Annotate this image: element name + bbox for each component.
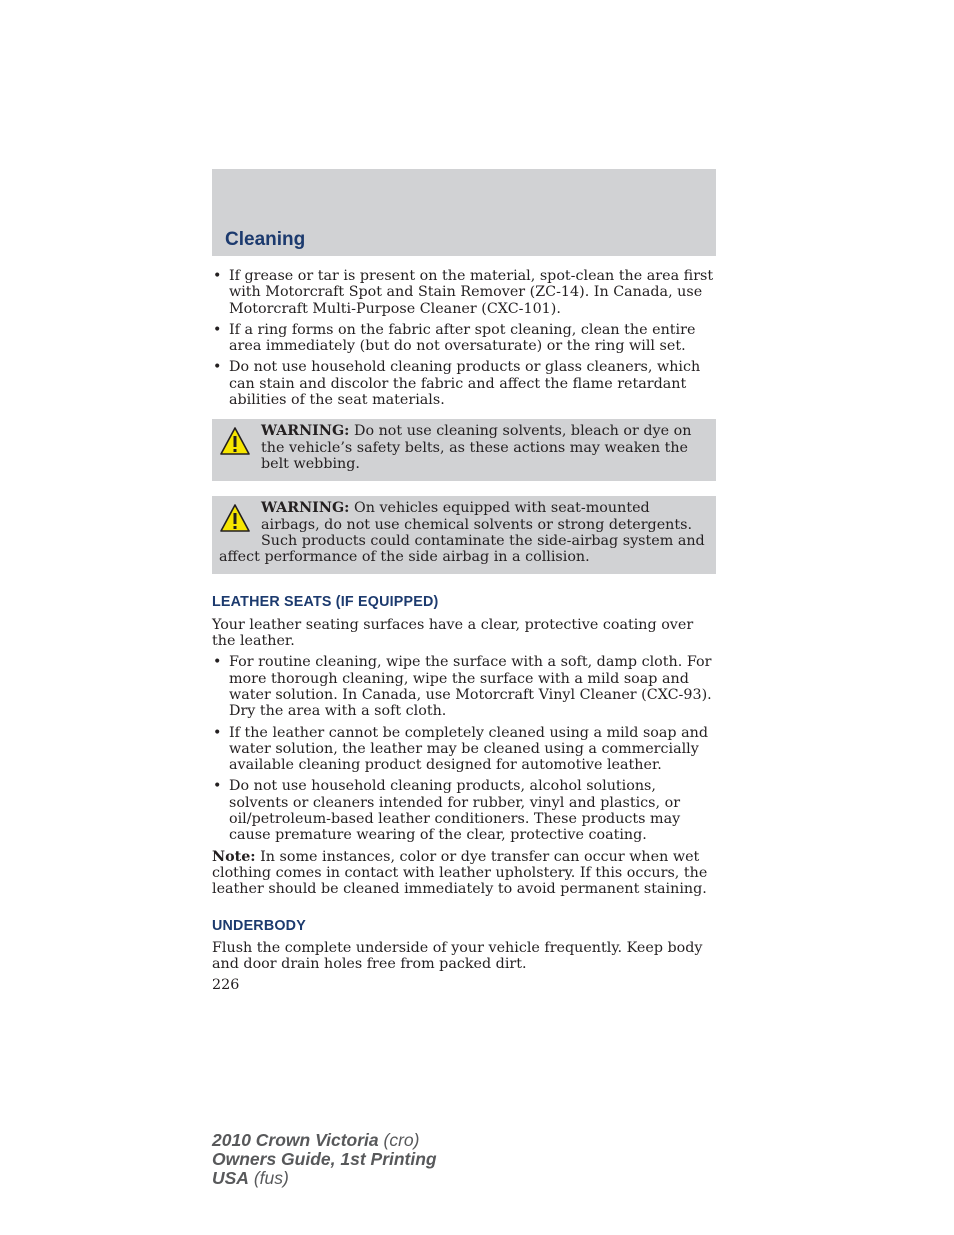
section-header-band — [212, 169, 716, 256]
fabric-bullet-list — [212, 268, 716, 408]
underbody-text: Flush the complete underside of your vehicle frequently. Keep body and door drain holes free from packed dirt. — [212, 939, 703, 973]
warning-label: WARNING: — [261, 423, 350, 440]
page-content — [212, 268, 716, 994]
footer-line-1: 2010 Crown Victoria (cro) — [212, 1130, 420, 1150]
leather-bullet-list — [212, 654, 716, 843]
list-item: • If a ring forms on the fabric after spot cleaning, clean the entire area immediately (but do not oversaturate) or the ring will set. — [213, 321, 696, 355]
bullet-dot: • — [213, 321, 222, 338]
bullet-dot: • — [213, 359, 222, 376]
footer-line-2: Owners Guide, 1st Printing — [212, 1149, 437, 1169]
page-number: 226 — [212, 977, 240, 994]
document-footer — [212, 1131, 437, 1188]
note-label: Note: — [212, 848, 256, 865]
list-item: • Do not use household cleaning products or glass cleaners, which can stain and discolor the fabric and affect the flame retardant abilities of the seat materials. — [213, 359, 701, 409]
leather-intro: Your leather seating surfaces have a clear, protective coating over the leather. — [212, 616, 694, 650]
warning-triangle-icon — [219, 426, 251, 456]
list-item: • If the leather cannot be completely cleaned using a mild soap and water solution, the leather may be cleaned using a commercially available cleaning product designed for automotive leather. — [213, 724, 709, 774]
note-text: In some instances, color or dye transfer can occur when wet clothing comes in contact with leather upholstery. If this occurs, the leather should be cleaned immediately to avoid permanent staining. — [212, 848, 708, 898]
list-item: • Do not use household cleaning products, alcohol solutions, solvents or cleaners intended for rubber, vinyl and plastics, or oil/petroleum-based leather conditioners. These products may cause premature wearing of the clear, protective coating. — [213, 778, 681, 844]
bullet-dot: • — [213, 654, 222, 671]
bullet-dot: • — [213, 724, 222, 741]
section-title: Cleaning — [225, 229, 306, 250]
footer-line-3: USA (fus) — [212, 1168, 289, 1188]
warning-box-safety-belts — [212, 419, 716, 481]
warning-box-airbags — [212, 496, 716, 574]
bullet-dot: • — [213, 268, 222, 284]
leather-note — [212, 849, 716, 898]
list-item: • For routine cleaning, wipe the surface with a soft, damp cloth. For more thorough cleaning, wipe the surface with a mild soap and water solution. In Canada, use Motorcraft Vinyl Cleaner (CXC-93). Dry the area with a soft cloth. — [213, 654, 712, 720]
list-item: • If grease or tar is present on the material, spot-clean the area first with Motorcraft Spot and Stain Remover (ZC-14). In Canada, use Motorcraft Multi-Purpose Cleaner (CXC-101). — [213, 268, 714, 317]
leather-seats-heading: LEATHER SEATS (IF EQUIPPED) — [212, 594, 439, 611]
warning-label: WARNING: — [261, 500, 350, 517]
warning-triangle-icon — [219, 503, 251, 533]
warning-text: Do not use cleaning solvents, bleach or dye on the vehicle’s safety belts, as these actions may weaken the belt webbing. — [261, 423, 692, 472]
underbody-heading: UNDERBODY — [212, 917, 306, 934]
warning-text: On vehicles equipped with seat-mounted airbags, do not use chemical solvents or strong detergents. Such products could contaminate the side-airbag system and affect performance of the side airbag in a collision. — [219, 500, 705, 566]
bullet-dot: • — [213, 778, 222, 795]
